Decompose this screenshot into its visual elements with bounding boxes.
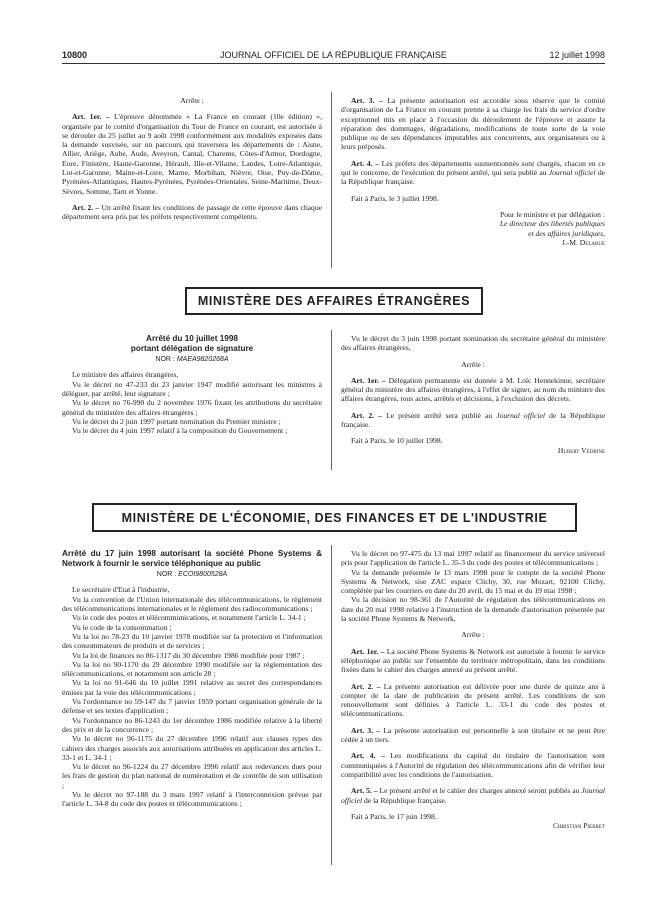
article-label: Art. 1er. –	[72, 112, 110, 122]
article-2	[341, 682, 605, 719]
article-label: Art. 2. –	[72, 202, 100, 212]
nor-reference	[62, 570, 322, 579]
header-rule	[62, 63, 605, 64]
article-text: Un arrêté fixant les conditions de passage de cette épreuve dans chaque département sera pris par les préfets respectivement compétents.	[62, 202, 323, 222]
paragraph: Vu le décret no 76-990 du 2 novembre 1976 fixant les attributions du secrétaire général du ministère des affaires étrangères ;	[62, 398, 322, 417]
article-label: Art. 5. –	[351, 786, 378, 796]
top-left-column	[62, 96, 322, 222]
article-text: Délégation permanente est donnée à M. Loïc Hennekinne, secrétaire général du ministère des affaires étrangères, à l'effet de signer, au nom du ministre des affaires étrangères, tous actes, arrêtés et décisions, à l'exclusion des décrets.	[341, 375, 605, 404]
bottom-left-column	[62, 549, 322, 809]
paragraph: Vu le décret du 2 juin 1997 portant nomination du Premier ministre ;	[72, 416, 281, 426]
issue-date: 12 juillet 1998	[549, 50, 605, 60]
arrete-heading: Arrête :	[180, 96, 204, 105]
top-right-column	[341, 96, 605, 247]
signatory-title: et des affaires juridiques,	[528, 228, 605, 238]
article-text: de la République française.	[341, 168, 606, 187]
article-3	[341, 726, 605, 745]
article-text: Le présent arrêté sera publié au	[386, 410, 493, 420]
article-label: Art. 1er. –	[351, 375, 386, 385]
paragraph: Vu le décret no 96-1224 du 27 décembre 1996 relatif aux redevances dues pour les frais de gestion du plan national de numérotation et de contrôle de son utilisation ;	[62, 762, 322, 790]
article-2	[62, 203, 322, 222]
nor-code: ECOI9800528A	[178, 571, 228, 579]
ministry-title: MINISTÈRE DES AFFAIRES ÉTRANGÈRES	[197, 294, 471, 308]
paragraph: Vu le décret no 97-188 du 3 mars 1997 relatif à l'interconnexion prévue par l'article L. 34-8 du code des postes et télécommunications ;	[62, 790, 322, 809]
article-label: Art. 3. –	[351, 96, 383, 105]
ministry-heading	[92, 503, 577, 532]
column-divider	[331, 545, 332, 865]
journal-title: JOURNAL OFFICIEL DE LA RÉPUBLIQUE FRANÇAISE	[220, 50, 447, 60]
article-label: Art. 2. –	[351, 410, 382, 420]
article-3	[341, 96, 605, 152]
decree-title: Arrêté du 10 juillet 1998	[146, 334, 238, 343]
article-label: Art. 4. –	[351, 158, 379, 168]
nor-code: MAEA9820268A	[176, 356, 229, 364]
article-text: Les préfets des départements susmentionnés sont chargés, chacun en ce qui le concerne, de l'exécution du présent arrêté, qui sera publié au	[341, 158, 605, 178]
arrete-heading: Arrête :	[461, 630, 485, 640]
middle-left-column	[62, 334, 322, 436]
article-4	[341, 159, 605, 187]
paragraph: Vu le décret no 97-475 du 13 mai 1997 relatif au financement du service universel pris pour l'application de l'article L. 35-3 du code des postes et télécommunications ;	[341, 549, 605, 568]
fait-line: Fait à Paris, le 3 juillet 1998.	[351, 193, 439, 203]
decree-title: Arrêté du 17 juin 1998 autorisant la société Phone Systems & Network à fournir le service téléphonique au public	[62, 549, 322, 568]
column-divider	[331, 92, 332, 268]
article-5	[341, 786, 605, 805]
column-divider	[331, 330, 332, 470]
journal-officiel-ref: Journal officiel	[341, 786, 605, 805]
ministry-heading	[185, 287, 483, 315]
paragraph: Vu le décret no 96-1175 du 27 décembre 1996 relatif aux clauses types des cahiers des charges associés aux autorisations attribuées en application des articles L. 33-1 et L. 34-1 ;	[62, 734, 322, 762]
article-text: Les modifications du capital du titulaire de l'autorisation sont communiquées à l'Autorité de régulation des télécommunications afin de vérifier leur compatibilité avec les conditions de l'autorisation.	[341, 751, 605, 779]
article-1	[341, 376, 605, 404]
paragraph: Vu la loi no 91-646 du 10 juillet 1991 relative au secret des correspondances émises par la voie des télécommunications ;	[62, 678, 322, 697]
delegation-line: Pour le ministre et par délégation :	[499, 209, 605, 219]
paragraph: Vu le décret du 4 juin 1997 relatif à la composition du Gouvernement ;	[72, 426, 288, 436]
article-text: La présente autorisation est accordée sous réserve que le comité d'organisation de La France en courant prenne à sa charge les frais du service d'ordre exceptionnel mis en place à l'occasion du déroulement de l'épreuve et assure la réparation des dommages, dégradations, modifications de toute sorte de la voie publique ou de ses dépendances imputables aux concurrents, aux organisateurs ou à leurs préposés.	[341, 96, 605, 152]
paragraph: Vu la demande présentée le 13 mars 1998 pour le compte de la société Phone Systems & Network, sise ZAC espace Clichy, 30, rue Mozart, 92100 Clichy, complétée par les courriers en date du 20 avril, du 15 mai et du 19 mai 1998 ;	[341, 567, 605, 596]
signature: Christian Pierret	[552, 821, 605, 831]
journal-officiel-ref: Journal officiel	[548, 168, 596, 178]
paragraph: Vu le décret du 3 juin 1998 portant nomination du secrétaire général du ministère des affaires étrangères,	[341, 334, 605, 353]
bottom-right-column	[341, 549, 605, 830]
middle-right-column	[341, 334, 605, 455]
arrete-heading: Arrête :	[461, 359, 485, 369]
article-4	[341, 751, 605, 779]
article-text: de la République française.	[364, 795, 447, 805]
article-text: La présente autorisation est délivrée pour une durée de quinze ans à compter de la date de publication du présent arrêté. Les conditions de son renouvellement sont définies à l'article L. 33-1 du code des postes et télécommunications.	[341, 681, 605, 719]
fait-line: Fait à Paris, le 10 juillet 1998.	[351, 436, 443, 446]
signature: Hubert Védrine	[557, 445, 605, 455]
article-text: de la République française.	[341, 410, 605, 430]
article-text: Le présent arrêté et le cahier des charges annexé seront publiés au	[379, 786, 580, 796]
journal-officiel-ref: Journal officiel	[496, 410, 546, 420]
article-1	[62, 112, 322, 196]
paragraph: Vu l'ordonnance no 86-1243 du 1er décembre 1986 modifiée relative à la liberté des prix et de la concurrence ;	[62, 715, 322, 734]
paragraph: Vu la loi no 90-1170 du 29 décembre 1990 modifiée sur la réglementation des télécommunications, et notamment son article 28 ;	[62, 659, 322, 679]
nor-reference	[62, 355, 322, 364]
paragraph: Vu l'ordonnance no 59-147 du 7 janvier 1959 portant organisation générale de la défense et ses textes d'application ;	[62, 697, 322, 716]
nor-label: NOR :	[156, 571, 177, 579]
article-label: Art. 4. –	[351, 751, 385, 761]
article-1	[341, 647, 605, 675]
article-2	[341, 411, 605, 430]
paragraph: Le secrétaire d'Etat à l'industrie,	[72, 585, 170, 595]
paragraph: Vu la loi no 78-23 du 10 janvier 1978 modifiée sur la protection et l'information des consommateurs de produits et de services ;	[62, 631, 322, 651]
article-text: L'épreuve dénommée « La France en courant (10e édition) », organisée par le comité d'organisation du Tour de France en courant, est autorisée à se dérouler du 25 juillet au 9 août 1998 conformément aux modalités exposées dans la demande susvisée, sur un parcours qui traversera les départements de : Aisne, Allier, Ariège, Aube, Aude, Aveyron, Cantal, Charente, Côtes-d'Armor, Dordogne, Eure, Finistère, Haute-Garonne, Hérault, Ille-et-Vilaine, Landes, Loire-Atlantique, Lot-et-Garonne, Maine-et-Loire, Marne, Morbihan, Nièvre, Oise, Puy-de-Dôme, Pyrénées-Atlantiques, Hautes-Pyrénées, Pyrénées-Orientales, Seine-Maritime, Deux-Sèvres, Somme, Tarn et Yonne.	[62, 112, 322, 196]
paragraph: Le ministre des affaires étrangères,	[72, 370, 179, 380]
paragraph: Vu le code des postes et télécommunications, et notamment l'article L. 34-1 ;	[72, 613, 306, 623]
paragraph: Vu la loi de finances no 86-1317 du 30 décembre 1986 modifiée pour 1987 ;	[72, 650, 305, 660]
paragraph: Vu le code de la consommation ;	[72, 622, 172, 632]
page-header	[62, 50, 605, 64]
article-text: La société Phone Systems & Network est autorisée à fournir le service téléphonique au public sur l'ensemble du territoire métropolitain, dans les conditions fixées dans le cahier des charges annexé au présent arrêté.	[341, 646, 605, 675]
paragraph: Vu le décret no 47-233 du 23 janvier 1947 modifié autorisant les ministres à déléguer, par arrêté, leur signature ;	[62, 379, 322, 399]
fait-line: Fait à Paris, le 17 juin 1998.	[351, 811, 437, 821]
article-text: La présente autorisation est personnelle à son titulaire et ne peut être cédée à un tiers.	[341, 725, 605, 745]
article-label: Art. 1er. –	[351, 646, 385, 656]
article-label: Art. 3. –	[351, 725, 381, 735]
page-number: 10800	[62, 50, 88, 60]
decree-subtitle: portant délégation de signature	[130, 343, 254, 353]
signatory-title: Le directeur des libertés publiques	[499, 219, 605, 229]
paragraph: Vu la décision no 98-361 de l'Autorité de régulation des télécommunications en date du 20 mai 1998 relative à l'instruction de la demande d'autorisation présentée par la société Phone Systems & Network,	[341, 595, 605, 624]
article-label: Art. 2. –	[351, 681, 381, 691]
nor-label: NOR :	[155, 356, 175, 364]
signature: J.-M. Delarue	[561, 237, 605, 247]
paragraph: Vu la convention de l'Union internationale des télécommunications, le règlement des télécommunications internationales et le règlement des radiocommunications ;	[62, 594, 322, 614]
ministry-title: MINISTÈRE DE L'ÉCONOMIE, DES FINANCES ET DE L'INDUSTRIE	[121, 510, 548, 525]
